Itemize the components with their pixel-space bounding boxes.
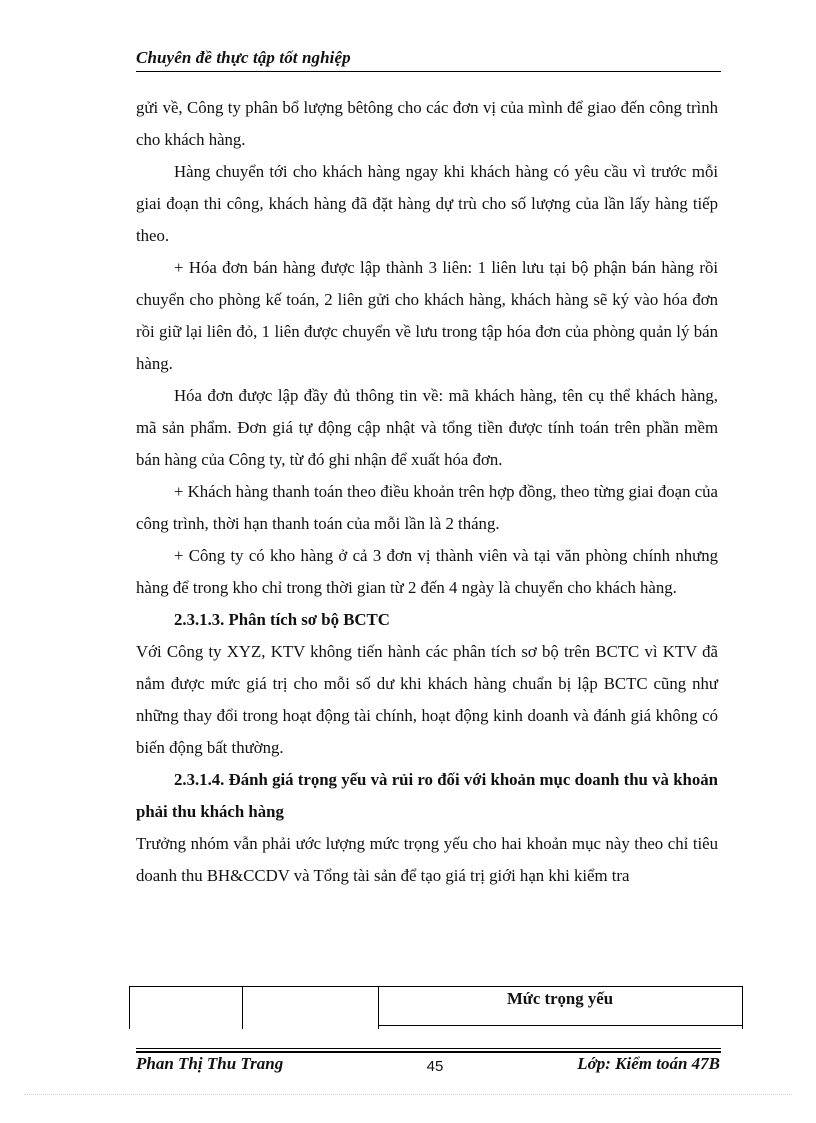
section-heading-2-3-1-4: 2.3.1.4. Đánh giá trọng yếu và rủi ro đối với khoản mục doanh thu và khoản phải thu khách hàng xyxy=(136,770,718,821)
footer-author: Phan Thị Thu Trang xyxy=(136,1054,284,1073)
paragraph-invoice-info: Hóa đơn được lập đầy đủ thông tin về: mã khách hàng, tên cụ thể khách hàng, mã sản phẩm. Đơn giá tự động cập nhật và tổng tiền được tính toán trên phần mềm bán hàng của Công ty, từ đó ghi nhận để xuất hóa đơn. xyxy=(136,386,718,469)
footer-divider xyxy=(136,1048,721,1049)
footer-class-label: Lớp: Kiểm toán 47B xyxy=(577,1054,720,1073)
paragraph-invoice: + Hóa đơn bán hàng được lập thành 3 liên: 1 liên lưu tại bộ phận bán hàng rồi chuyển cho phòng kế toán, 2 liên gửi cho khách hàng, khách hàng sẽ ký vào hóa đơn rồi giữ lại liên đỏ, 1 liên được chuyển về lưu trong tập hóa đơn của phòng quản lý bán hàng. xyxy=(136,258,718,373)
footer-divider-thick xyxy=(136,1051,721,1053)
paragraph-payment: + Khách hàng thanh toán theo điều khoản trên hợp đồng, theo từng giai đoạn của công trình, thời hạn thanh toán của mỗi lần là 2 tháng. xyxy=(136,482,718,533)
table-header-materiality: Mức trọng yếu xyxy=(506,989,614,1008)
table-row-divider xyxy=(378,1025,742,1026)
page-number: 45 xyxy=(426,1058,444,1075)
materiality-table xyxy=(129,986,743,1029)
table-column-divider xyxy=(242,987,243,1029)
document-body xyxy=(136,92,718,892)
page-edge xyxy=(24,1094,792,1095)
document-header-title: Chuyên đề thực tập tốt nghiệp xyxy=(136,48,351,67)
header-divider xyxy=(136,71,721,72)
paragraph-analysis: Với Công ty XYZ, KTV không tiến hành các phân tích sơ bộ trên BCTC vì KTV đã nắm được mức giá trị cho mỗi số dư khi khách hàng chuẩn bị lập BCTC cũng như những thay đổi trong hoạt động tài chính, hoạt động kinh doanh và đánh giá không có biến động bất thường. xyxy=(136,642,718,757)
paragraph-delivery: Hàng chuyển tới cho khách hàng ngay khi khách hàng có yêu cầu vì trước mỗi giai đoạn thi công, khách hàng đã đặt hàng dự trù cho số lượng của lần lấy hàng tiếp theo. xyxy=(136,162,718,245)
paragraph-continuation: gửi về, Công ty phân bổ lượng bêtông cho các đơn vị của mình để giao đến công trình cho khách hàng. xyxy=(136,98,718,149)
paragraph-materiality: Trưởng nhóm vẫn phải ước lượng mức trọng yếu cho hai khoản mục này theo chỉ tiêu doanh thu BH&CCDV và Tổng tài sản để tạo giá trị giới hạn khi kiểm tra xyxy=(136,834,718,885)
section-heading-2-3-1-3: 2.3.1.3. Phân tích sơ bộ BCTC xyxy=(174,610,390,629)
paragraph-warehouse: + Công ty có kho hàng ở cả 3 đơn vị thành viên và tại văn phòng chính nhưng hàng để trong kho chỉ trong thời gian từ 2 đến 4 ngày là chuyển cho khách hàng. xyxy=(136,546,718,597)
